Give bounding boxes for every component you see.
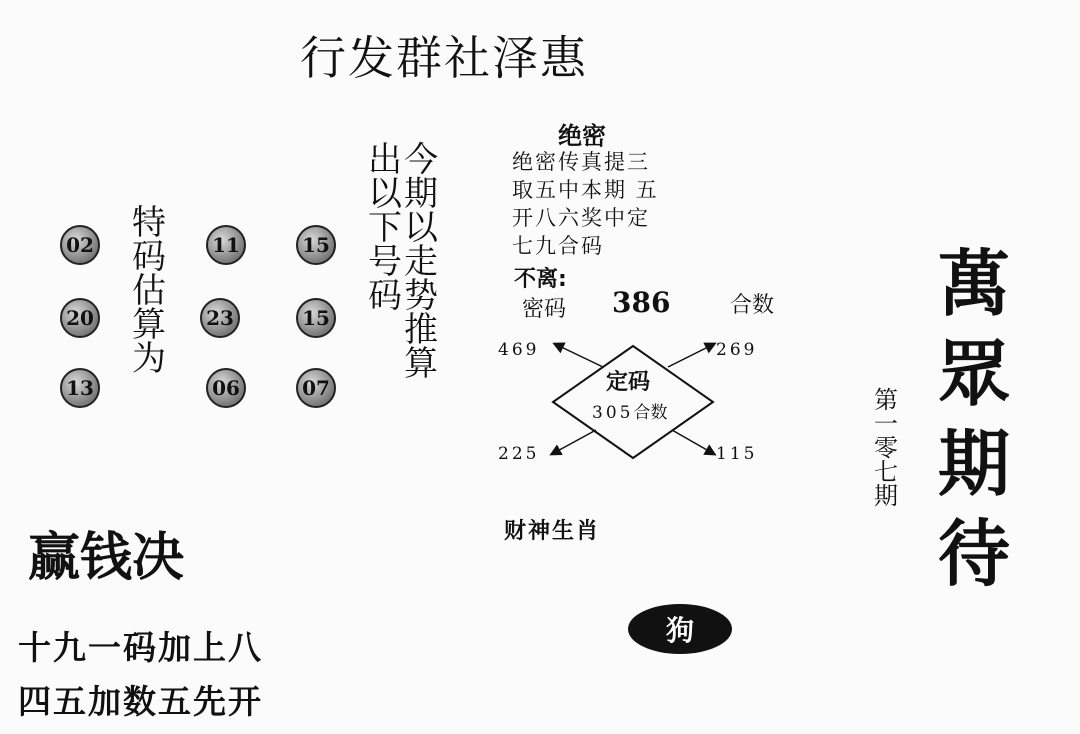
secret-title: 绝密 bbox=[558, 122, 606, 150]
code-label: 密码 bbox=[522, 297, 567, 322]
page-title: 行发群社泽惠 bbox=[300, 31, 588, 85]
fixed-code-label: 定码 bbox=[606, 370, 651, 395]
corner-bottom-right: 115 bbox=[716, 444, 758, 464]
number-ball: 02 bbox=[60, 225, 100, 265]
zodiac-text: 狗 bbox=[665, 614, 694, 647]
corner-top-right: 269 bbox=[716, 340, 758, 360]
vertical-char: 七 bbox=[874, 458, 898, 486]
vertical-char: 码 bbox=[132, 237, 166, 277]
arrow-bottom-left bbox=[552, 430, 596, 454]
number-ball: 07 bbox=[296, 368, 336, 408]
code-suffix: 合数 bbox=[730, 293, 775, 318]
code-value: 386 bbox=[612, 286, 671, 319]
number-ball: 23 bbox=[200, 298, 240, 338]
vertical-char: 以 bbox=[368, 174, 402, 214]
win-line: 十九一码加上八 bbox=[18, 628, 263, 667]
vertical-char: 为 bbox=[132, 339, 166, 379]
vertical-char: 估 bbox=[132, 271, 166, 311]
vertical-char: 算 bbox=[132, 305, 166, 345]
vertical-char: 出 bbox=[368, 140, 402, 180]
vertical-char: 期 bbox=[874, 482, 898, 510]
vertical-char: 萬 bbox=[938, 241, 1011, 326]
secret-line: 绝密传真提三 bbox=[512, 150, 650, 174]
buli-label: 不离: bbox=[514, 267, 567, 292]
tema-label bbox=[132, 203, 166, 379]
number-ball: 11 bbox=[206, 225, 246, 265]
corner-top-left: 469 bbox=[498, 340, 540, 360]
secret-line: 七九合码 bbox=[512, 234, 604, 258]
arrow-top-right bbox=[668, 344, 714, 367]
vertical-char: 一 bbox=[874, 410, 898, 438]
vertical-char: 以 bbox=[404, 208, 438, 248]
vertical-char: 势 bbox=[404, 276, 438, 316]
vertical-char: 零 bbox=[874, 434, 898, 462]
vertical-char: 算 bbox=[404, 344, 438, 384]
vertical-char: 特 bbox=[132, 203, 166, 243]
vertical-char: 推 bbox=[404, 310, 438, 350]
vertical-char: 期 bbox=[404, 174, 438, 214]
number-ball: 06 bbox=[206, 368, 246, 408]
zodiac-badge bbox=[628, 604, 732, 654]
secret-line: 开八六奖中定 bbox=[512, 206, 650, 230]
vertical-char: 第 bbox=[874, 386, 898, 414]
number-ball: 15 bbox=[296, 225, 336, 265]
trend-text-col2 bbox=[404, 140, 438, 384]
fixed-code-value bbox=[592, 398, 667, 423]
win-title: 赢钱决 bbox=[28, 527, 185, 588]
vertical-char: 走 bbox=[404, 242, 438, 282]
issue-number bbox=[874, 388, 898, 508]
number-ball: 13 bbox=[60, 368, 100, 408]
vertical-char: 号 bbox=[368, 242, 402, 282]
vertical-char: 码 bbox=[368, 276, 402, 316]
fixed-code-suffix: 合数 bbox=[633, 403, 668, 423]
fixed-code-number: 305 bbox=[592, 403, 634, 423]
vertical-char: 期 bbox=[938, 421, 1011, 506]
vertical-char: 今 bbox=[404, 140, 438, 180]
vertical-char: 待 bbox=[938, 511, 1011, 596]
corner-bottom-left: 225 bbox=[498, 444, 540, 464]
vertical-char: 眾 bbox=[938, 331, 1011, 416]
number-ball: 20 bbox=[60, 298, 100, 338]
slogan bbox=[938, 241, 1011, 608]
vertical-char: 下 bbox=[368, 208, 402, 248]
trend-text-col1 bbox=[368, 140, 402, 316]
arrow-top-left bbox=[555, 344, 603, 367]
secret-line: 取五中本期 五 bbox=[512, 178, 659, 202]
number-ball: 15 bbox=[296, 298, 336, 338]
win-line: 四五加数五先开 bbox=[18, 682, 263, 721]
arrow-bottom-right bbox=[672, 430, 714, 454]
zodiac-label: 财神生肖 bbox=[504, 519, 601, 544]
